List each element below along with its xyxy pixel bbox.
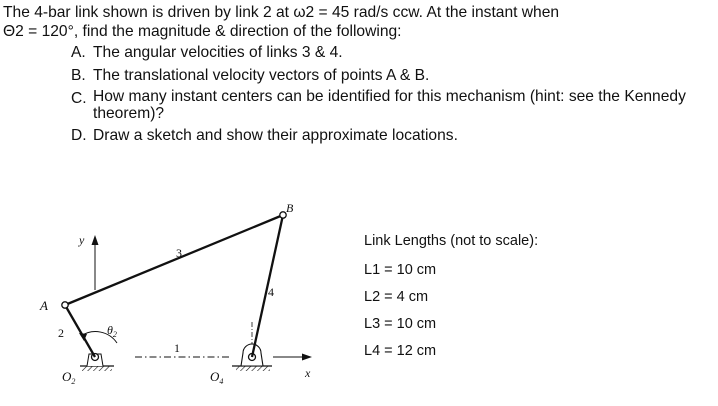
o2-ground-hatch	[82, 366, 112, 371]
problem-line-2: Θ2 = 120°, find the magnitude & direction of the following:	[3, 23, 402, 40]
link-4-label: 4	[268, 285, 274, 299]
question-text: Draw a sketch and show their approximate locations.	[93, 127, 458, 144]
question-text: The translational velocity vectors of points A & B.	[93, 67, 430, 84]
link-1-label: 1	[174, 341, 180, 355]
question-letter: A.	[71, 44, 86, 61]
o4-ground-hatch	[236, 366, 270, 371]
x-axis-arrow-icon	[302, 354, 312, 361]
link-length-l1: L1 = 10 cm	[364, 262, 437, 278]
link-length-l2: L2 = 4 cm	[364, 289, 429, 305]
link-2-label: 2	[58, 326, 64, 340]
question-text: How many instant centers can be identified for this mechanism (hint: see the Kennedy theorem)?	[93, 88, 686, 122]
x-axis-label: x	[305, 366, 311, 380]
question-letter: D.	[71, 127, 87, 144]
problem-line-1: The 4-bar link shown is driven by link 2 at ω2 = 45 rad/s ccw. At the instant when	[3, 4, 560, 21]
point-b-label: B	[286, 201, 294, 215]
y-axis-label: y	[79, 233, 85, 247]
o2-label: $O_2$	[62, 369, 76, 386]
question-letter: C.	[71, 90, 87, 107]
link-3-label: 3	[176, 246, 182, 260]
link-lengths-panel	[364, 233, 664, 370]
joint-a-icon	[62, 302, 68, 308]
o4-label: $O_4$	[210, 369, 224, 386]
question-text: The angular velocities of links 3 & 4.	[93, 44, 343, 61]
link-lengths-title: Link Lengths (not to scale):	[364, 233, 539, 249]
theta-2-label: $\theta_2$	[107, 323, 117, 339]
link-3-line	[65, 215, 283, 305]
question-letter: B.	[71, 67, 86, 84]
link-length-l3: L3 = 10 cm	[364, 316, 437, 332]
point-a-label: A	[40, 298, 48, 313]
link-length-l4: L4 = 12 cm	[364, 343, 437, 359]
y-axis-arrow-icon	[92, 235, 99, 245]
link-2-line	[65, 305, 95, 357]
